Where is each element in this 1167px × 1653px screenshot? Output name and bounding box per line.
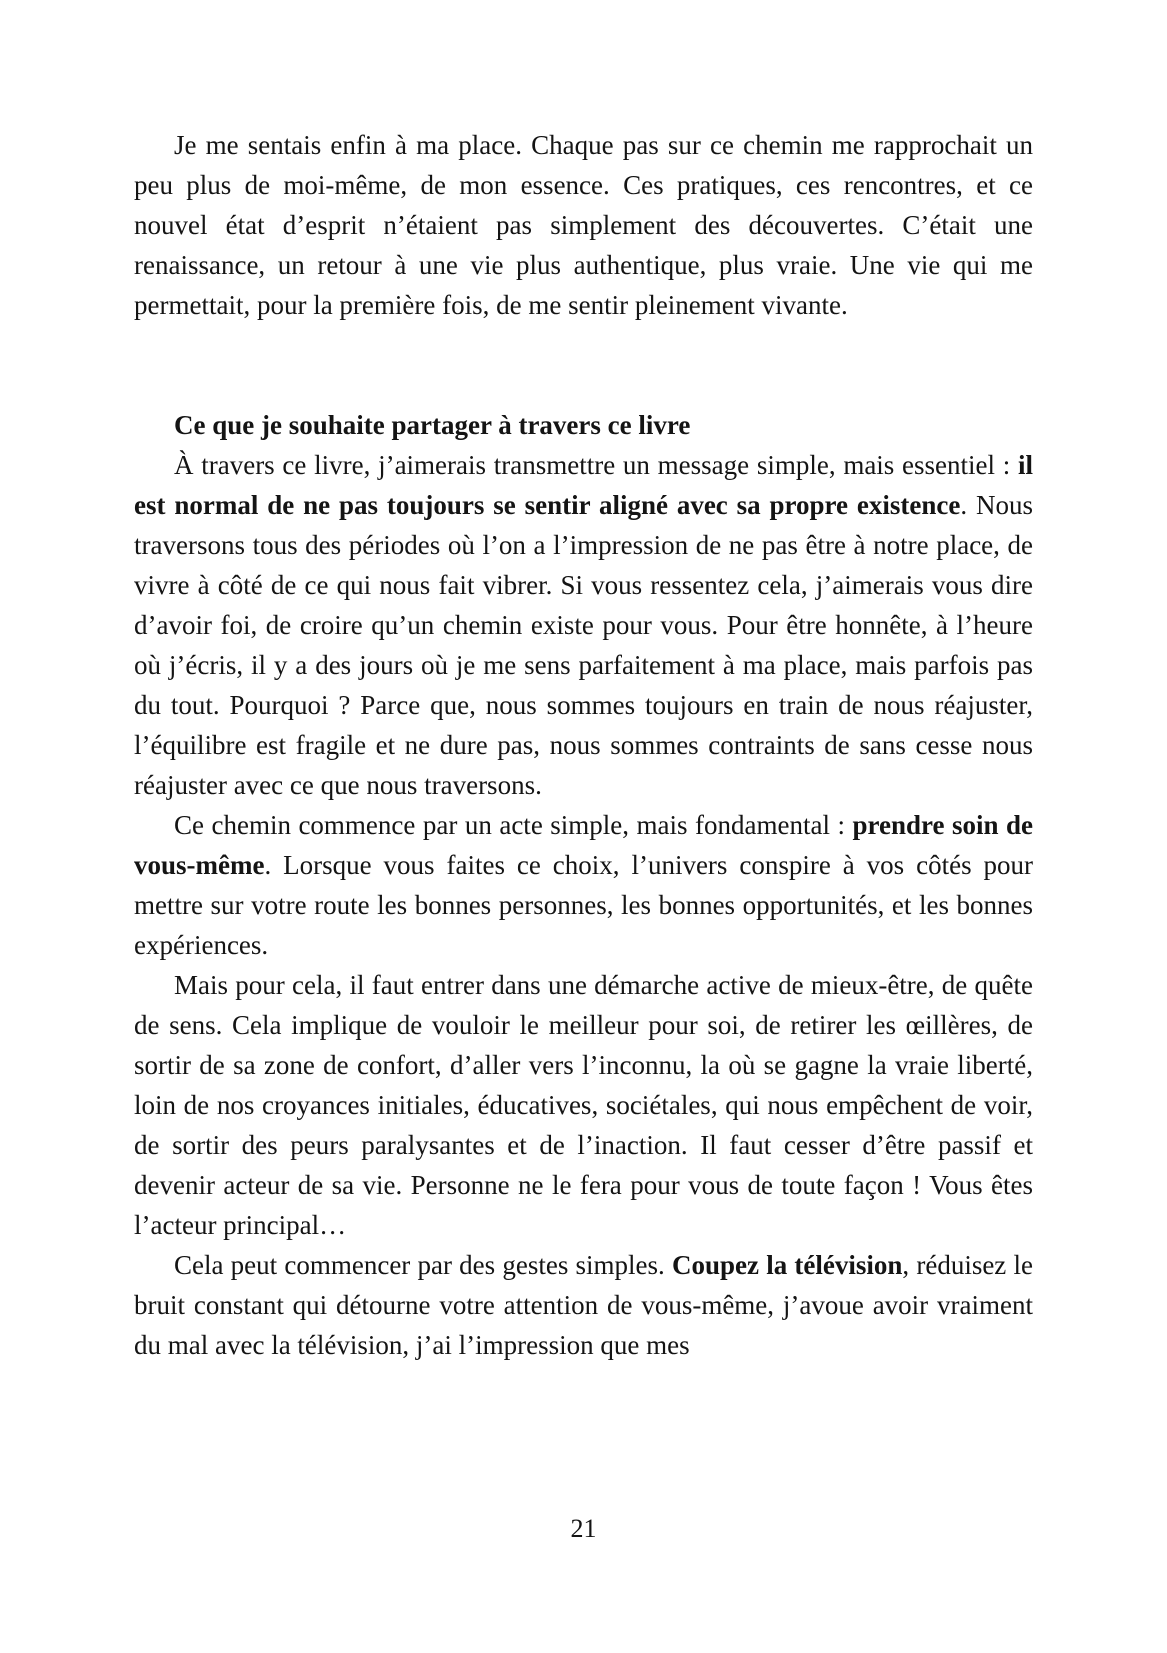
paragraph-self-care-text-1: Ce chemin commence par un acte simple, mais fondamental : bbox=[174, 810, 853, 840]
paragraph-intro: Je me sentais enfin à ma place. Chaque pas sur ce chemin me rapprochait un peu plus de moi-même, de mon essence. Ces pratiques, ces rencontres, et ce nouvel état d’esprit n’étaient pas simplement des découvertes. C’était une renaissance, un retour à une vie plus authentique, plus vraie. Une vie qui me permettait, pour la première fois, de me sentir pleinement vivante. bbox=[134, 130, 1033, 320]
section-heading: Ce que je souhaite partager à travers ce livre bbox=[174, 410, 691, 440]
page-number: 21 bbox=[570, 1514, 597, 1543]
paragraph-television-text-2: , réduisez le bruit constant qui détourne votre attention de vous-même, j’avoue avoir vraiment du mal avec la télévision, j’ai l’impression que mes bbox=[134, 1250, 1033, 1360]
paragraph-message-text-2: . Nous traversons tous des périodes où l’on a l’impression de ne pas être à notre place, de vivre à côté de ce qui nous fait vibrer. Si vous ressentez cela, j’aimerais vous dire d’avoir foi, de croire qu’un chemin existe pour vous. Pour être honnête, à l’heure où j’écris, il y a des jours où je me sens parfaitement à ma place, mais parfois pas du tout. Pourquoi ? Parce que, nous sommes toujours en train de nous réajuster, l’équilibre est fragile et ne dure pas, nous sommes contraints de sans cesse nous réajuster avec ce que nous traversons. bbox=[134, 490, 1033, 800]
paragraph-message-text-1: À travers ce livre, j’aimerais transmettre un message simple, mais essentiel : bbox=[174, 450, 1018, 480]
paragraph-message bbox=[134, 445, 1033, 805]
paragraph-self-care-emphasis: prendre soin de vous-même bbox=[134, 810, 1033, 880]
paragraph-television-text-1: Cela peut commencer par des gestes simples. bbox=[174, 1250, 672, 1280]
paragraph-active-approach: Mais pour cela, il faut entrer dans une démarche active de mieux-être, de quête de sens. Cela implique de vouloir le meilleur pour soi, de retirer les œillères, de sortir de sa zone de confort, d’aller vers l’inconnu, la où se gagne la vraie liberté, loin de nos croyances initiales, éducatives, sociétales, qui nous empêchent de voir, de sortir des peurs paralysantes et de l’inaction. Il faut cesser d’être passif et devenir acteur de sa vie. Personne ne le fera pour vous de toute façon ! Vous êtes l’acteur principal… bbox=[134, 970, 1033, 1240]
paragraph-self-care-text-2: . Lorsque vous faites ce choix, l’univers conspire à vos côtés pour mettre sur votre route les bonnes personnes, les bonnes opportunités, et les bonnes expériences. bbox=[134, 850, 1033, 960]
paragraph-television bbox=[134, 1245, 1033, 1365]
paragraph-message-emphasis: il est normal de ne pas toujours se sentir aligné avec sa propre existence bbox=[134, 450, 1033, 520]
paragraph-self-care bbox=[134, 805, 1033, 965]
page-body bbox=[134, 125, 1033, 1365]
section-spacer bbox=[134, 325, 1033, 405]
paragraph-television-emphasis: Coupez la télévision bbox=[672, 1250, 903, 1280]
